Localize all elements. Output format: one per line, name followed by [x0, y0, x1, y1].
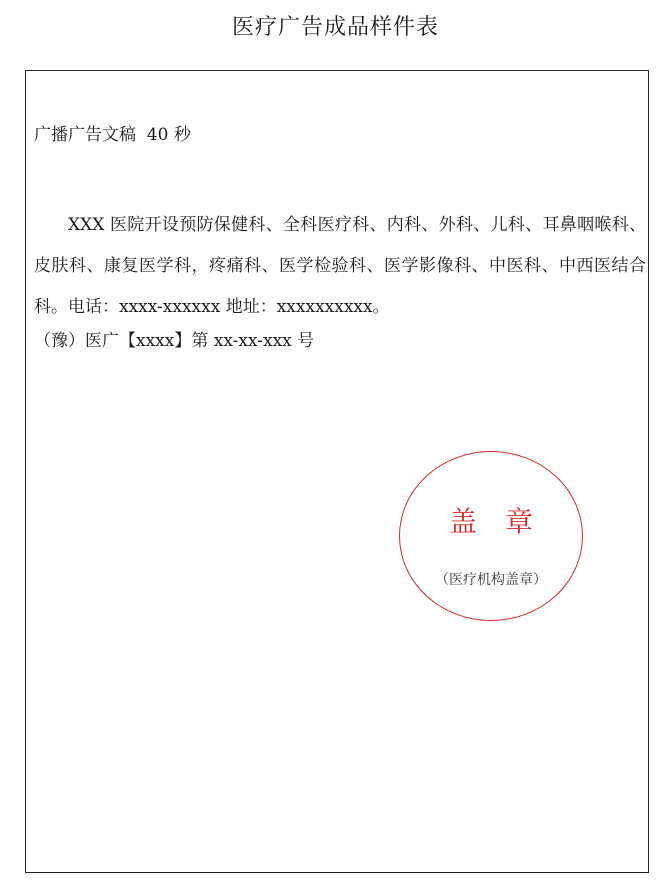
ad-type-duration: 广播广告文稿 40 秒 — [34, 125, 191, 145]
ad-license-number: （豫）医广【xxxx】第 xx-xx-xxx 号 — [34, 331, 315, 351]
seal-stamp-area — [399, 451, 583, 621]
seal-title: 盖章 — [448, 505, 561, 538]
ad-script-body: XXX 医院开设预防保健科、全科医疗科、内科、外科、儿科、耳鼻咽喉科、皮肤科、康复医学科，疼痛科、医学检验科、医学影像科、中医科、中西医结合科。电话：xxxx-xxxxxx 地址：xxxxxxxxxx。 — [34, 215, 646, 317]
seal-note: （医疗机构盖章） — [435, 572, 547, 588]
document-frame — [25, 70, 649, 873]
page-title: 医疗广告成品样件表 — [231, 15, 439, 40]
